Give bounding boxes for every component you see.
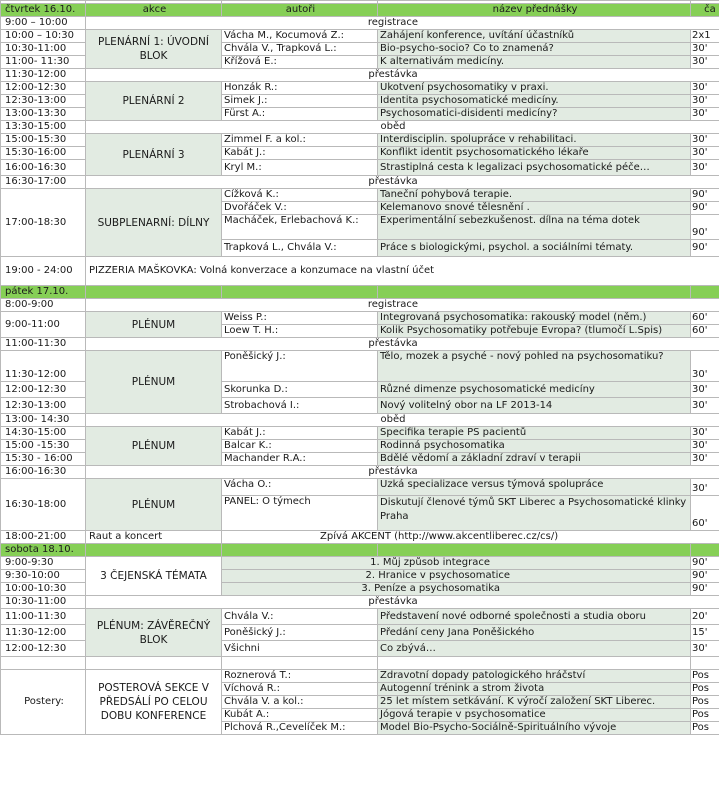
talk-title: Tělo, mozek a psyché - nový pohled na psychosomatiku? xyxy=(378,351,691,382)
talk-title: Psychosomatici-disidenti medicíny? xyxy=(378,108,691,121)
poster-title: Zdravotní dopady patologického hráčství xyxy=(378,670,691,683)
duration-cell: 90' xyxy=(691,189,719,202)
table-row xyxy=(1,312,719,325)
time-cell: 13:00-13:30 xyxy=(1,108,86,121)
table-row xyxy=(1,427,719,440)
table-row xyxy=(1,299,719,312)
author-cell: Fürst A.: xyxy=(222,108,378,121)
block-name: PLÉNUM xyxy=(86,479,222,531)
author-cell: Balcar K.: xyxy=(222,440,378,453)
author-cell: Trapková L., Chvála V.: xyxy=(222,240,378,257)
block-name: PLENÁRNÍ 1: ÚVODNÍ BLOK xyxy=(86,30,222,69)
col-header-akce: akce xyxy=(86,4,222,17)
poster-title: Model Bio-Psycho-Sociálně-Spirituálního vývoje xyxy=(378,722,691,735)
talk-title: Interdisciplin. spolupráce v rehabilitaci. xyxy=(378,134,691,147)
time-cell: 13:30-15:00 xyxy=(1,121,86,134)
duration-cell: 30' xyxy=(691,134,719,147)
duration-cell: Pos xyxy=(691,722,719,735)
time-cell: 11:30-12:00 xyxy=(1,625,86,641)
time-cell: 12:30-13:00 xyxy=(1,398,86,414)
block-name: 3 ČEJENSKÁ TÉMATA xyxy=(86,557,222,596)
duration-cell: 30' xyxy=(691,82,719,95)
talk-title: Experimentální sebezkušenost. dílna na téma dotek xyxy=(378,215,691,240)
author-cell: Strobachová I.: xyxy=(222,398,378,414)
time-cell: 9:00-11:00 xyxy=(1,312,86,338)
author-cell: Kabát J.: xyxy=(222,427,378,440)
table-row xyxy=(1,176,719,189)
duration-cell: 30' xyxy=(691,641,719,657)
table-row xyxy=(1,657,719,670)
author-cell: Čížková K.: xyxy=(222,189,378,202)
author-cell: Poněšický J.: xyxy=(222,351,378,382)
concert-info: Zpívá AKCENT (http://www.akcentliberec.cz/cs/) xyxy=(222,531,719,544)
block-name: PLENÁRNÍ 3 xyxy=(86,134,222,176)
duration-cell: 30' xyxy=(691,43,719,56)
time-cell: 16:30-17:00 xyxy=(1,176,86,189)
time-cell: 14:30-15:00 xyxy=(1,427,86,440)
time-cell: 11:30-12:00 xyxy=(1,351,86,382)
author-cell: Chvála V. a kol.: xyxy=(222,696,378,709)
author-cell: Kryl M.: xyxy=(222,160,378,176)
duration-cell: 90' xyxy=(691,557,719,570)
posters-label: Postery: xyxy=(1,670,86,735)
author-cell: Plchová R.,Čevelíček M.: xyxy=(222,722,378,735)
talk-title: Práce s biologickými, psychol. a sociálními tématy. xyxy=(378,240,691,257)
talk-title: Co zbývá… xyxy=(378,641,691,657)
duration-cell: Pos xyxy=(691,670,719,683)
evening-program: PIZZERIA MAŠKOVKA: Volná konverzace a konzumace na vlastní účet xyxy=(86,257,719,286)
table-row xyxy=(1,479,719,496)
talk-title: Předání ceny Jana Poněšického xyxy=(378,625,691,641)
time-cell: 16:30-18:00 xyxy=(1,479,86,531)
author-cell: Macháček, Erlebachová K.: xyxy=(222,215,378,240)
time-cell: 11:00-11:30 xyxy=(1,609,86,625)
block-name: POSTEROVÁ SEKCE V PŘEDSÁLÍ PO CELOU DOBU KONFERENCE xyxy=(86,670,222,735)
duration-cell: 30' xyxy=(691,479,719,496)
duration-cell: 30' xyxy=(691,427,719,440)
registration-label: registrace xyxy=(86,17,719,30)
time-cell: 16:00-16:30 xyxy=(1,160,86,176)
table-row xyxy=(1,596,719,609)
talk-title: Diskutují členové týmů SKT Liberec a Psychosomatické klinky Praha xyxy=(378,496,691,531)
author-cell: Loew T. H.: xyxy=(222,325,378,338)
talk-title: Bdělé vědomí a základní zdraví v terapii xyxy=(378,453,691,466)
author-cell: Machander R.A.: xyxy=(222,453,378,466)
table-row xyxy=(1,82,719,95)
author-cell: Kabát J.: xyxy=(222,147,378,160)
talk-title: Kolik Psychosomatiky potřebuje Evropa? (tlumočí L.Špis) xyxy=(378,325,691,338)
duration-cell: 90' xyxy=(691,202,719,215)
table-row xyxy=(1,609,719,625)
table-row xyxy=(1,351,719,382)
block-name: PLÉNUM xyxy=(86,351,222,414)
time-cell: 9:00-9:30 xyxy=(1,557,86,570)
table-row xyxy=(1,69,719,82)
time-cell: 15:30 - 16:00 xyxy=(1,453,86,466)
duration-cell: 30' xyxy=(691,398,719,414)
table-row xyxy=(1,134,719,147)
author-cell: Weiss P.: xyxy=(222,312,378,325)
time-cell: 11:00-11:30 xyxy=(1,338,86,351)
duration-cell: Pos xyxy=(691,696,719,709)
duration-cell: Pos xyxy=(691,683,719,696)
author-cell: Poněšický J.: xyxy=(222,625,378,641)
time-cell: 17:00-18:30 xyxy=(1,189,86,257)
time-cell: 12:00-12:30 xyxy=(1,382,86,398)
talk-title: Nový volitelný obor na LF 2013-14 xyxy=(378,398,691,414)
table-row xyxy=(1,557,719,570)
duration-cell: 30' xyxy=(691,382,719,398)
author-cell: Kubát A.: xyxy=(222,709,378,722)
registration-label: registrace xyxy=(86,299,719,312)
duration-cell: Pos xyxy=(691,709,719,722)
table-row xyxy=(1,121,719,134)
duration-cell: 30' xyxy=(691,108,719,121)
block-name: PLÉNUM: ZÁVĚREČNÝ BLOK xyxy=(86,609,222,657)
time-cell: 10:30-11:00 xyxy=(1,596,86,609)
col-header-nazev: název přednášky xyxy=(378,4,691,17)
talk-title: Identita psychosomatické medicíny. xyxy=(378,95,691,108)
time-cell: 10:00-10:30 xyxy=(1,583,86,596)
duration-cell: 60' xyxy=(691,312,719,325)
time-cell: 15:00-15:30 xyxy=(1,134,86,147)
block-name: PLÉNUM xyxy=(86,427,222,466)
poster-title: Jógová terapie v psychosomatice xyxy=(378,709,691,722)
time-cell: 9:30-10:00 xyxy=(1,570,86,583)
time-cell: 9:00 – 10:00 xyxy=(1,17,86,30)
time-cell: 11:00- 11:30 xyxy=(1,56,86,69)
duration-cell: 90' xyxy=(691,583,719,596)
duration-cell: 30' xyxy=(691,147,719,160)
topic-title: 1. Můj způsob integrace xyxy=(222,557,691,570)
day-header-saturday xyxy=(1,544,719,557)
table-row xyxy=(1,338,719,351)
block-name: PLÉNUM xyxy=(86,312,222,338)
author-cell: Vácha O.: xyxy=(222,479,378,496)
talk-title: Specifika terapie PS pacientů xyxy=(378,427,691,440)
talk-title: Strastiplná cesta k legalizaci psychosomatické péče… xyxy=(378,160,691,176)
day-date: sobota 18.10. xyxy=(1,544,86,557)
talk-title: Rodinná psychosomatika xyxy=(378,440,691,453)
duration-cell: 60' xyxy=(691,325,719,338)
author-cell: Křížová E.: xyxy=(222,56,378,69)
time-cell: 12:00-12:30 xyxy=(1,641,86,657)
time-cell: 10:00 – 10:30 xyxy=(1,30,86,43)
author-cell: Roznerová T.: xyxy=(222,670,378,683)
table-row xyxy=(1,414,719,427)
topic-title: 2. Hranice v psychosomatice xyxy=(222,570,691,583)
day-date: čtvrtek 16.10. xyxy=(1,4,86,17)
author-cell: Chvála V.: xyxy=(222,609,378,625)
table-row xyxy=(1,257,719,286)
break-label: přestávka xyxy=(86,69,719,82)
talk-title: Taneční pohybová terapie. xyxy=(378,189,691,202)
time-cell: 15:30-16:00 xyxy=(1,147,86,160)
author-cell: Vácha M., Kocumová Z.: xyxy=(222,30,378,43)
duration-cell: 2x1 xyxy=(691,30,719,43)
break-label: přestávka xyxy=(86,466,719,479)
author-cell: Zimmel F. a kol.: xyxy=(222,134,378,147)
talk-title: Integrovaná psychosomatika: rakouský model (něm.) xyxy=(378,312,691,325)
talk-title: Bio-psycho-socio? Co to znamená? xyxy=(378,43,691,56)
lunch-label: oběd xyxy=(86,414,719,427)
author-cell: Chvála V., Trapková L.: xyxy=(222,43,378,56)
time-cell: 10:30-11:00 xyxy=(1,43,86,56)
author-cell: Dvořáček V.: xyxy=(222,202,378,215)
col-header-cas: ča xyxy=(691,4,719,17)
day-header-thursday xyxy=(1,4,719,17)
talk-title: Zahájení konference, uvítání účastníků xyxy=(378,30,691,43)
table-row xyxy=(1,531,719,544)
break-label: přestávka xyxy=(86,338,719,351)
duration-cell: 90' xyxy=(691,240,719,257)
author-cell: Všichni xyxy=(222,641,378,657)
table-row xyxy=(1,17,719,30)
block-name: SUBPLENARNÍ: DÍLNY xyxy=(86,189,222,257)
day-date: pátek 17.10. xyxy=(1,286,86,299)
topic-title: 3. Peníze a psychosomatika xyxy=(222,583,691,596)
block-name: PLENÁRNÍ 2 xyxy=(86,82,222,121)
talk-title: K alternativám medicíny. xyxy=(378,56,691,69)
poster-title: Autogenní trénink a strom života xyxy=(378,683,691,696)
author-cell: Honzák R.: xyxy=(222,82,378,95)
duration-cell: 90' xyxy=(691,570,719,583)
time-cell: 13:00- 14:30 xyxy=(1,414,86,427)
time-cell: 8:00-9:00 xyxy=(1,299,86,312)
table-row xyxy=(1,670,719,683)
talk-title: Konflikt identit psychosomatického lékaře xyxy=(378,147,691,160)
talk-title: Různé dimenze psychosomatické medicíny xyxy=(378,382,691,398)
time-cell: 11:30-12:00 xyxy=(1,69,86,82)
table-row xyxy=(1,466,719,479)
evening-program: Raut a koncert xyxy=(86,531,222,544)
day-header-friday xyxy=(1,286,719,299)
duration-cell: 60' xyxy=(691,496,719,531)
time-cell: 15:00 -15:30 xyxy=(1,440,86,453)
author-cell: Víchová R.: xyxy=(222,683,378,696)
time-cell: 16:00-16:30 xyxy=(1,466,86,479)
duration-cell: 15' xyxy=(691,625,719,641)
duration-cell: 30' xyxy=(691,351,719,382)
duration-cell: 90' xyxy=(691,215,719,240)
duration-cell: 30' xyxy=(691,440,719,453)
table-row xyxy=(1,30,719,43)
author-cell: PANEL: O týmech xyxy=(222,496,378,531)
time-cell: 12:30-13:00 xyxy=(1,95,86,108)
author-cell: Šimek J.: xyxy=(222,95,378,108)
time-cell: 19:00 - 24:00 xyxy=(1,257,86,286)
time-cell: 12:00-12:30 xyxy=(1,82,86,95)
col-header-autori: autoři xyxy=(222,4,378,17)
duration-cell: 30' xyxy=(691,95,719,108)
time-cell: 18:00-21:00 xyxy=(1,531,86,544)
talk-title: Úzká specializace versus týmová spolupráce xyxy=(378,479,691,496)
table-row xyxy=(1,189,719,202)
duration-cell: 30' xyxy=(691,56,719,69)
duration-cell: 20' xyxy=(691,609,719,625)
talk-title: Ukotvení psychosomatiky v praxi. xyxy=(378,82,691,95)
duration-cell: 30' xyxy=(691,453,719,466)
author-cell: Skorunka D.: xyxy=(222,382,378,398)
talk-title: Kelemanovo snové tělesnění . xyxy=(378,202,691,215)
poster-title: 25 let místem setkávání. K výročí založení SKT Liberec. xyxy=(378,696,691,709)
break-label: přestávka xyxy=(86,596,719,609)
duration-cell: 30' xyxy=(691,160,719,176)
lunch-label: oběd xyxy=(86,121,719,134)
talk-title: Představení nové odborné společnosti a studia oboru xyxy=(378,609,691,625)
break-label: přestávka xyxy=(86,176,719,189)
